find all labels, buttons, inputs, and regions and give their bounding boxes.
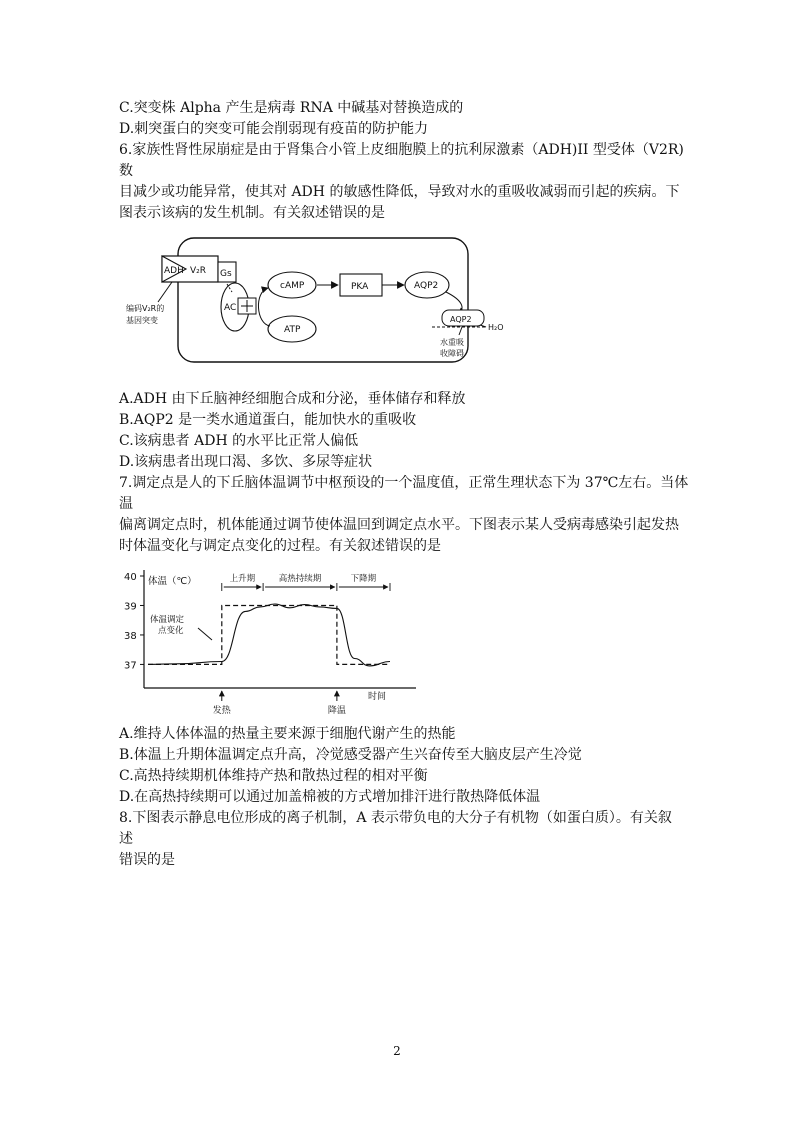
annotation-pointer — [198, 628, 212, 640]
phase-label: 下降期 — [350, 574, 377, 584]
gs-label: Gs — [220, 269, 232, 279]
ac-label: AC — [224, 303, 237, 313]
y-tick-label: 39 — [124, 601, 137, 613]
y-axis-label: 体温（℃） — [148, 576, 197, 587]
adh-mechanism-diagram — [120, 232, 540, 370]
phase-label: 高热持续期 — [278, 574, 322, 584]
q7-stem-2: 温 — [119, 496, 133, 512]
page-number: 2 — [393, 1044, 401, 1058]
q6-stem-1: 6.家族性肾性尿崩症是由于肾集合小管上皮细胞膜上的抗利尿激素（ADH)II 型受体（V2R) — [119, 142, 684, 158]
q6-stem-2: 数 — [119, 163, 133, 179]
q7-stem-1: 7.调定点是人的下丘脑体温调节中枢预设的一个温度值，正常生理状态下为 37℃左右。当体 — [119, 475, 689, 491]
q7-option-a: A.维持人体体温的热量主要来源于细胞代谢产生的热能 — [119, 726, 456, 742]
q6-stem-3: 目减少或功能异常，使其对 ADH 的敏感性降低，导致对水的重吸收减弱而引起的疾病。下 — [119, 184, 680, 200]
q7-stem-4: 时体温变化与调定点变化的过程。有关叙述错误的是 — [119, 538, 441, 554]
q6-option-d: D.该病患者出现口渴、多饮、多尿等症状 — [119, 454, 373, 470]
q6-option-a: A.ADH 由下丘脑神经细胞合成和分泌，垂体储存和释放 — [119, 391, 466, 407]
q6-option-b: B.AQP2 是一类水通道蛋白，能加快水的重吸收 — [119, 412, 417, 428]
x-axis-label: 时间 — [368, 692, 387, 702]
phase-label: 上升期 — [229, 574, 256, 584]
setpoint-annotation-1: 体温调定 — [150, 615, 185, 625]
q8-stem-1: 8.下图表示静息电位形成的离子机制，A 表示带负电的大分子有机物（如蛋白质）。有关叙 — [119, 810, 672, 826]
q6-stem-4: 图表示该病的发生机制。有关叙述错误的是 — [119, 205, 385, 221]
mutation-label-1: 编码V₂R的 — [126, 304, 165, 313]
adh-label: ADH — [164, 266, 184, 276]
y-tick-label: 40 — [124, 572, 137, 583]
q5-option-d: D.刺突蛋白的突变可能会削弱现有疫苗的防护能力 — [119, 121, 429, 137]
q7-stem-3: 偏离调定点时，机体能通过调节使体温回到调定点水平。下图表示某人受病毒感染引起发热 — [119, 517, 679, 533]
q8-stem-2: 述 — [119, 831, 133, 847]
camp-label: cAMP — [280, 281, 305, 291]
y-tick-label: 37 — [124, 660, 137, 672]
impair-label-1: 水重吸 — [440, 338, 464, 347]
body-temperature-line — [148, 604, 390, 666]
atp-label: ATP — [284, 325, 301, 335]
event-label: 降温 — [327, 706, 346, 716]
y-tick-label: 38 — [124, 630, 137, 642]
h2o-label: H₂O — [488, 323, 504, 332]
aqp2-label: AQP2 — [414, 281, 439, 291]
pka-label: PKA — [351, 282, 369, 292]
event-label: 发热 — [212, 706, 231, 716]
q6-option-c: C.该病患者 ADH 的水平比正常人偏低 — [119, 433, 359, 449]
setpoint-annotation-2: 点变化 — [158, 626, 184, 636]
q8-stem-3: 错误的是 — [119, 852, 175, 868]
v2r-label: V₂R — [190, 266, 207, 276]
impair-label-2: 收障碍 — [440, 349, 464, 358]
q7-option-b: B.体温上升期体温调定点升高，冷觉感受器产生兴奋传至大脑皮层产生冷觉 — [119, 747, 582, 763]
q5-option-c: C.突变株 Alpha 产生是病毒 RNA 中碱基对替换造成的 — [119, 100, 464, 116]
mutation-label-2: 基因突变 — [126, 316, 158, 325]
q7-option-c: C.高热持续期机体维持产热和散热过程的相对平衡 — [119, 768, 428, 784]
q7-option-d: D.在高热持续期可以通过加盖棉被的方式增加排汗进行散热降低体温 — [119, 789, 541, 805]
aqp2-membrane-label: AQP2 — [450, 315, 472, 324]
setpoint-dashed-line — [148, 606, 390, 665]
mutation-pointer — [158, 282, 172, 302]
body-temperature-chart — [120, 562, 420, 720]
atp-to-camp-arrow — [258, 288, 270, 326]
